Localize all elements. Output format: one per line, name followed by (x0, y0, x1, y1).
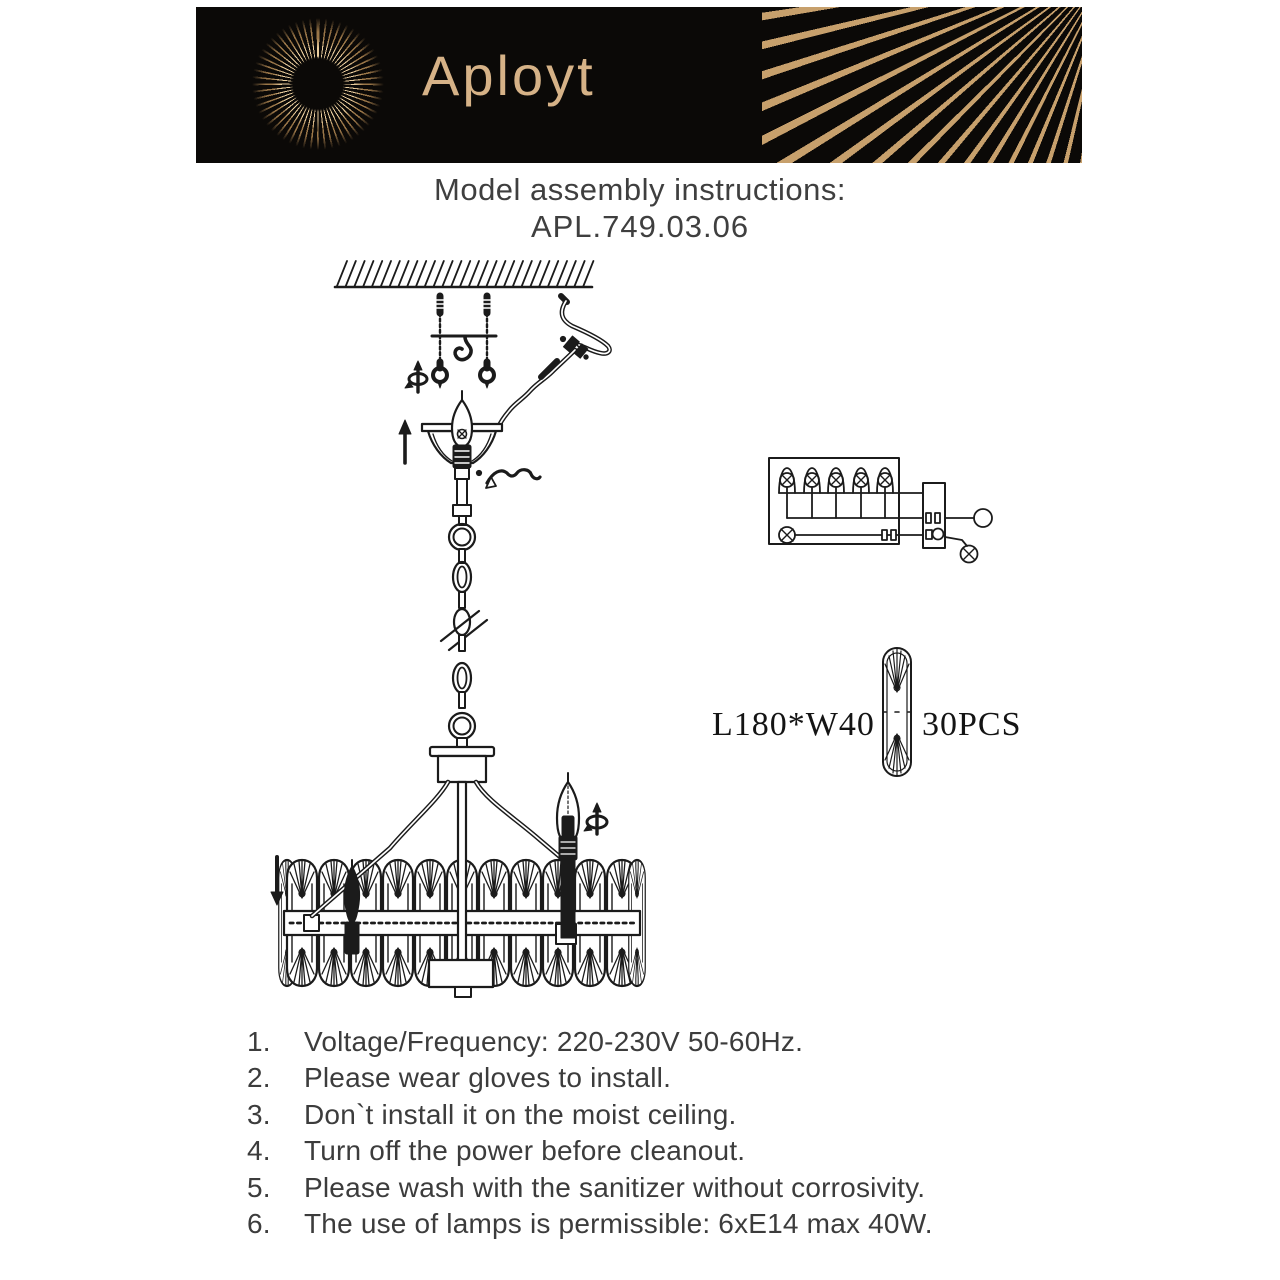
rotate-symbol-right-icon (584, 803, 607, 834)
brand-name: Aployt (422, 44, 596, 107)
instruction-text: Don`t install it on the moist ceiling. (304, 1098, 737, 1130)
anchor-screw-right (480, 296, 494, 388)
page-title: Model assembly instructions: (434, 172, 846, 207)
wire-clip (476, 470, 540, 488)
model-number: APL.749.03.06 (530, 209, 750, 244)
instruction-text: The use of lamps is permissible: 6xE14 max 40W. (304, 1208, 933, 1240)
instruction-list (247, 1024, 1087, 1242)
anchor-screw-left (433, 296, 447, 388)
hanging-chain (441, 479, 487, 748)
instruction-item (247, 1206, 1087, 1242)
rotate-symbol-icon (405, 361, 427, 392)
instruction-number: 6. (247, 1208, 271, 1240)
instruction-number: 4. (247, 1135, 271, 1167)
frame-mount-cap (430, 747, 494, 782)
instruction-number: 5. (247, 1171, 271, 1203)
instruction-number: 3. (247, 1098, 271, 1130)
instruction-text: Turn off the power before cleanout. (304, 1135, 746, 1167)
instruction-item (247, 1097, 1087, 1133)
power-cable (498, 296, 610, 428)
wiring-schematic (769, 458, 992, 563)
instruction-item (247, 1024, 1087, 1060)
instruction-text: Please wear gloves to install. (304, 1062, 672, 1094)
instruction-number: 2. (247, 1062, 271, 1094)
ceiling-canopy (422, 391, 502, 479)
instruction-text: Please wash with the sanitizer without corrosivity. (304, 1171, 926, 1203)
instruction-item (247, 1060, 1087, 1096)
crystal-spec-drawing (883, 648, 911, 776)
up-arrow-icon (399, 420, 411, 463)
crystal-quantity-label: 30PCS (922, 706, 1022, 743)
instruction-number: 1. (247, 1026, 271, 1057)
instruction-item (247, 1170, 1087, 1206)
crystal-size-label: L180*W40 (712, 706, 875, 743)
instruction-item (247, 1133, 1087, 1169)
instruction-text: Voltage/Frequency: 220-230V 50-60Hz. (304, 1026, 804, 1057)
